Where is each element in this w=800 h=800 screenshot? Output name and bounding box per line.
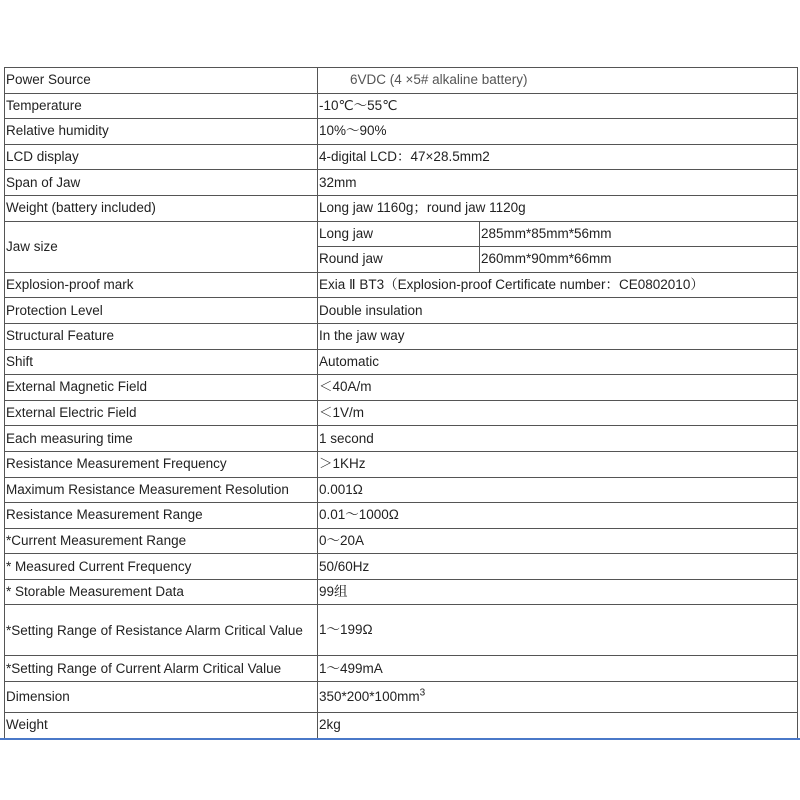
spec-label: Jaw size (5, 221, 318, 272)
table-row (5, 503, 798, 529)
spec-value: 0.001Ω (318, 477, 798, 503)
spec-label: Span of Jaw (5, 170, 318, 196)
spec-value: ＜1V/m (318, 400, 798, 426)
spec-label: Maximum Resistance Measurement Resolution (5, 477, 318, 503)
table-row (5, 528, 798, 554)
spec-label: External Electric Field (5, 400, 318, 426)
spec-label: *Setting Range of Resistance Alarm Critical Value (5, 605, 318, 656)
table-row (5, 323, 798, 349)
spec-value: 0～20A (318, 528, 798, 554)
spec-label: *Setting Range of Current Alarm Critical Value (5, 656, 318, 682)
table-row (5, 195, 798, 221)
spec-label: Structural Feature (5, 323, 318, 349)
table-row (5, 375, 798, 401)
jaw-size-value: 285mm*85mm*56mm (480, 221, 798, 247)
table-row (5, 298, 798, 324)
table-row (5, 426, 798, 452)
spec-label: * Measured Current Frequency (5, 554, 318, 580)
spec-value: Double insulation (318, 298, 798, 324)
spec-value: 4-digital LCD：47×28.5mm2 (318, 144, 798, 170)
table-row (5, 400, 798, 426)
dimension-value: 350*200*100mm (319, 689, 420, 705)
jaw-size-name: Long jaw (318, 221, 480, 247)
spec-value: 1～199Ω (318, 605, 798, 656)
spec-label: Temperature (5, 93, 318, 119)
spec-value: Long jaw 1160g；round jaw 1120g (318, 195, 798, 221)
spec-value: In the jaw way (318, 323, 798, 349)
spec-label: Power Source (5, 68, 318, 94)
spec-value: 1 second (318, 426, 798, 452)
table-row (5, 93, 798, 119)
spec-label: * Storable Measurement Data (5, 579, 318, 605)
spec-label: External Magnetic Field (5, 375, 318, 401)
spec-value: ＞1KHz (318, 451, 798, 477)
spec-label: *Current Measurement Range (5, 528, 318, 554)
table-row (5, 682, 798, 713)
spec-value: Exia Ⅱ BT3（Explosion-proof Certificate number：CE0802010） (318, 272, 798, 298)
table-row (5, 221, 798, 247)
spec-value: -10℃～55℃ (318, 93, 798, 119)
spec-label: Protection Level (5, 298, 318, 324)
spec-label: LCD display (5, 144, 318, 170)
spec-value (318, 682, 798, 713)
table-row (5, 272, 798, 298)
spec-value: ＜40A/m (318, 375, 798, 401)
spec-table (4, 67, 798, 739)
spec-label: Weight (5, 713, 318, 739)
jaw-size-name: Round jaw (318, 247, 480, 273)
spec-label: Relative humidity (5, 119, 318, 145)
spec-label: Resistance Measurement Range (5, 503, 318, 529)
table-row (5, 477, 798, 503)
spec-label: Shift (5, 349, 318, 375)
spec-value: 6VDC (4 ×5# alkaline battery) (318, 68, 798, 94)
table-row (5, 170, 798, 196)
spec-label: Each measuring time (5, 426, 318, 452)
table-row (5, 68, 798, 94)
spec-value: 10%～90% (318, 119, 798, 145)
table-row (5, 144, 798, 170)
spec-value: 32mm (318, 170, 798, 196)
table-row (5, 451, 798, 477)
cubic-superscript: 3 (419, 687, 426, 699)
jaw-size-value: 260mm*90mm*66mm (480, 247, 798, 273)
table-row (5, 656, 798, 682)
table-row (5, 605, 798, 656)
spec-label: Explosion-proof mark (5, 272, 318, 298)
table-row (5, 713, 798, 739)
table-row (5, 349, 798, 375)
spec-value: 2kg (318, 713, 798, 739)
spec-label: Dimension (5, 682, 318, 713)
table-row (5, 579, 798, 605)
spec-label: Weight (battery included) (5, 195, 318, 221)
spec-value: 0.01～1000Ω (318, 503, 798, 529)
spec-value: 50/60Hz (318, 554, 798, 580)
table-row (5, 119, 798, 145)
spec-value: Automatic (318, 349, 798, 375)
table-row (5, 554, 798, 580)
spec-value: 1～499mA (318, 656, 798, 682)
bottom-divider (0, 738, 800, 740)
spec-label: Resistance Measurement Frequency (5, 451, 318, 477)
spec-value: 99组 (318, 579, 798, 605)
